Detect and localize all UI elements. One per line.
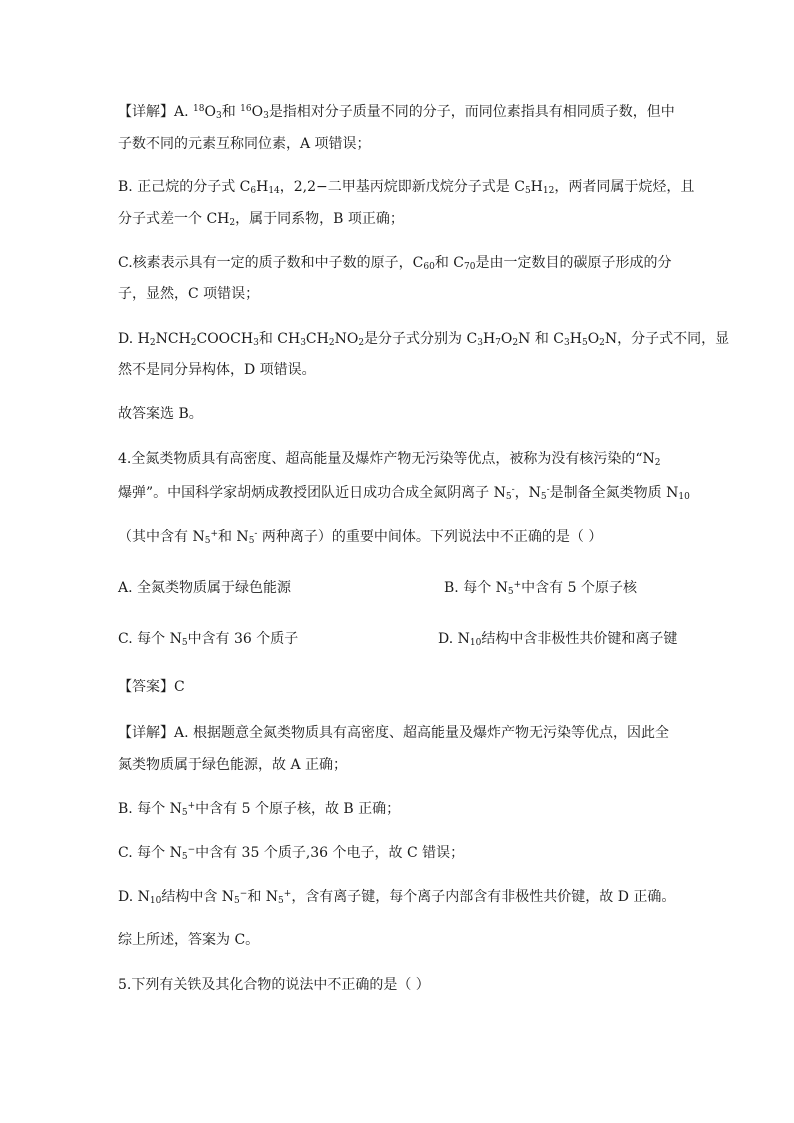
q3-explanation-b-line1: B. 正己烷的分子式 $C_6H_{14}$，2,2−二甲基丙烷即新戊烷分子式是 $C_5H_{12}$，两者同属于烷烃，且 (118, 179, 695, 196)
q4-summary: 综上所述，答案为 C。 (118, 932, 260, 948)
q3-explanation-a-line2: 子数不同的元素互称同位素，A 项错误； (118, 136, 371, 152)
q3-answer-note: 故答案选 B。 (118, 406, 203, 422)
q4-explanation-a-line2: 氮类物质属于绿色能源，故 A 正确； (118, 757, 348, 773)
q3-explanation-b-line2: 分子式差一个 $CH_2$，属于同系物，B 项正确； (118, 211, 404, 228)
q3-explanation-d-line1: D. $H_2NCH_2COOCH_3$和 $CH_3CH_2NO_2$是分子式分别为 $C_3H_7O_2N$ 和 $C_3H_5O_2N$，分子式不同，显 (118, 331, 730, 348)
q3-explanation-a-line1: 【详解】A. $^{18}O_3$和 $^{16}O_3$是指相对分子质量不同的分子，而同位素指具有相同质子数，但中 (118, 104, 675, 121)
q4-answer: 【答案】C (118, 679, 185, 695)
q4-explanation-d: D. $N_{10}$结构中含 $N_5^-$和 $N_5^+$，含有离子键，每个离子内部含有非极性共价键，故 D 正确。 (118, 889, 676, 906)
q3-explanation-c-line2: 子，显然，C 项错误； (118, 286, 260, 302)
q4-stem-line3: （其中含有 $N_5^+$和 $N_5^-$ 两种离子）的重要中间体。下列说法中不正确的是（ ） (118, 529, 603, 546)
q3-explanation-d-line2: 然不是同分异构体，D 项错误。 (118, 362, 316, 378)
q4-option-b: B. 每个 $N_5^+$中含有 5 个原子核 (444, 580, 637, 597)
q4-explanation-c: C. 每个 $N_5^-$中含有 35 个质子,36 个电子，故 C 错误； (118, 845, 465, 862)
q4-explanation-b: B. 每个 $N_5^+$中含有 5 个原子核，故 B 正确； (118, 801, 401, 818)
q4-stem-line1: 4.全氮类物质具有高密度、超高能量及爆炸产物无污染等优点，被称为没有核污染的“$N_2$ (118, 451, 661, 468)
q4-option-d: D. $N_{10}$结构中含非极性共价键和离子键 (438, 631, 678, 648)
q4-option-c: C. 每个 $N_5$中含有 36 个质子 (118, 631, 299, 648)
q4-explanation-a-line1: 【详解】A. 根据题意全氮类物质具有高密度、超高能量及爆炸产物无污染等优点，因此全 (118, 725, 670, 741)
q5-stem: 5.下列有关铁及其化合物的说法中不正确的是（ ） (118, 977, 430, 993)
q4-stem-line2: 爆弹”。中国科学家胡炳成教授团队近日成功合成全氮阴离子 $N_5^-$，$N_5^-$是制备全氮类物质 $N_{10}$ (118, 485, 690, 502)
q4-option-a: A. 全氮类物质属于绿色能源 (118, 580, 292, 596)
q3-explanation-c-line1: C.核素表示具有一定的质子数和中子数的原子，$C_{60}$和 $C_{70}$是由一定数目的碳原子形成的分 (118, 255, 672, 272)
